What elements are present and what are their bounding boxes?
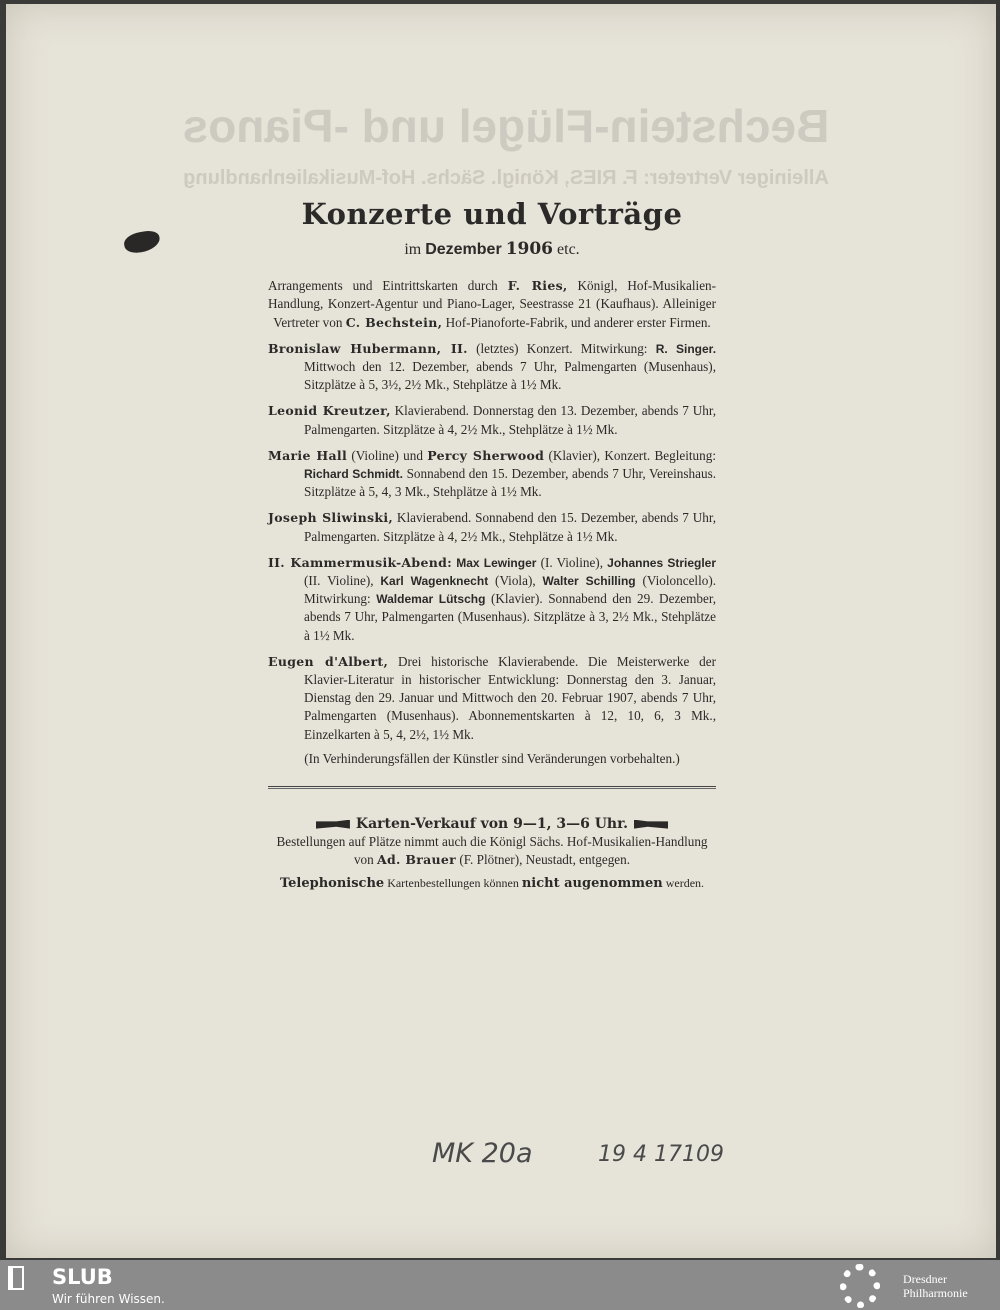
- concert-entry: [268, 653, 716, 744]
- phil-line1: Dresdner: [903, 1272, 947, 1286]
- intro-ries: F. Ries,: [507, 278, 568, 294]
- ghost-sub: Alleiniger Vertreter: F. RIES, Königl. Sächs. Hof-Musikalienhandlung: [183, 167, 829, 189]
- performer-name: Max Lewinger: [456, 555, 537, 570]
- subtitle: [268, 240, 716, 259]
- artist-name: Eugen d'Albert,: [268, 653, 389, 669]
- ticket-hours: [268, 815, 716, 833]
- subtitle-post: etc.: [557, 241, 580, 258]
- disclaimer-note: (In Verhinderungsfällen der Künstler sind Veränderungen vorbehalten.): [304, 750, 680, 766]
- performer-name: R. Singer.: [655, 341, 717, 356]
- program-content: [268, 196, 716, 893]
- handwritten-number: 19 4 17109: [598, 1142, 724, 1167]
- slub-logo-icon: [8, 1266, 24, 1290]
- artist-name: Leonid Kreutzer,: [268, 403, 391, 419]
- ink-stain: [123, 229, 162, 255]
- entry-text: (Violine) und: [351, 447, 423, 463]
- brauer-name: Ad. Brauer: [377, 852, 457, 868]
- intro-bechstein: C. Bechstein,: [345, 314, 443, 330]
- concert-entry: [268, 340, 716, 395]
- entry-text: Drei historische Klavierabende. Die Meisterwerke der Klavier-Literatur in historischer Entwicklung: Donnerstag den 3. Januar, Dienstag den 29. Januar und Mittwoch den 20. Februar 1907, abends 7 Uhr, Palmengarten (Musenhaus). Abonnementskarten à 12, 10, 6, 3 Mk., Einzelkarten à 5, 4, 2½, 1½ Mk.: [304, 653, 716, 742]
- ghost-heading: Bechstein-Flügel und -Pianos: [182, 100, 830, 152]
- entry-text: Klavierabend. Sonnabend den 15. Dezember, abends 7 Uhr, Palmengarten. Sitzplätze à 4, 2½ Mk., Stehplätze à 1½ Mk.: [304, 510, 716, 544]
- orders-text: Bestellungen auf Plätze nimmt auch die Königl Sächs. Hof-Musikalien-Handlung von: [276, 834, 708, 868]
- entry-text: (letztes) Konzert. Mitwirkung:: [476, 340, 648, 356]
- telephone-notice: [268, 874, 716, 893]
- page-title: Konzerte und Vorträge: [301, 197, 683, 231]
- slub-logo-text[interactable]: SLUB: [52, 1265, 113, 1289]
- concert-entry: [268, 447, 716, 502]
- performer-name: Waldemar Lütschg: [376, 592, 486, 607]
- pointing-hand-icon: [316, 820, 350, 829]
- artist-name: Percy Sherwood: [427, 447, 545, 463]
- artist-name: Bronislaw Hubermann, II.: [268, 340, 468, 356]
- tel-text: werden.: [665, 875, 705, 890]
- orders-paragraph: [268, 833, 716, 869]
- footer-bar: [0, 1260, 1000, 1310]
- entry-text: (Klavier), Konzert. Begleitung:: [548, 447, 717, 463]
- concert-entry: [268, 554, 716, 645]
- handwritten-shelfmark: MK 20a: [432, 1138, 533, 1169]
- intro-text: Königl, Hof-Musikalien-Handlung, Konzert-Agentur und Piano-Lager, Seestrasse 21 (Kaufhaus). Alleiniger Vertreter von: [268, 278, 717, 330]
- entry-text: (Viola),: [495, 573, 536, 589]
- entry-text: (II. Violine),: [304, 573, 374, 589]
- entry-text: (Klavier). Sonnabend den 29. Dezember, abends 7 Uhr, Palmengarten (Musenhaus). Sitzplätze à 3, 2½ Mk., Stehplätze à 1½ Mk.: [304, 591, 717, 643]
- tel-bold: nicht augenommen: [521, 875, 663, 891]
- intro-text: Hof-Pianoforte-Fabrik, und anderer erster Firmen.: [445, 314, 711, 330]
- artist-name: Marie Hall: [268, 447, 347, 463]
- tel-text: Kartenbestellungen können: [387, 875, 519, 890]
- ticket-hours-text: Karten-Verkauf von 9—1, 3—6 Uhr.: [355, 816, 629, 833]
- pointing-hand-icon: [634, 820, 668, 829]
- philharmonie-logo-text[interactable]: [903, 1272, 968, 1300]
- performer-name: Richard Schmidt.: [304, 467, 403, 482]
- entry-text: (I. Violine),: [540, 554, 603, 570]
- orders-text: (F. Plötner), Neustadt, entgegen.: [459, 852, 631, 868]
- subtitle-pre: im: [404, 241, 422, 258]
- intro-paragraph: [268, 277, 716, 332]
- subtitle-month: Dezember: [425, 241, 502, 258]
- concert-entry: [268, 509, 716, 545]
- performer-name: Karl Wagenknecht: [380, 574, 489, 589]
- intro-text: Arrangements und Eintrittskarten durch: [268, 278, 498, 294]
- double-rule-divider: [268, 786, 716, 789]
- performer-name: Johannes Striegler: [607, 555, 717, 570]
- entry-text: Mittwoch den 12. Dezember, abends 7 Uhr, Palmengarten (Musenhaus), Sitzplätze à 5, 3½, 2½ Mk., Stehplätze à 1½ Mk.: [304, 359, 716, 393]
- artist-name: II. Kammermusik-Abend:: [268, 554, 453, 570]
- entry-text: Klavierabend. Donnerstag den 13. Dezember, abends 7 Uhr, Palmengarten. Sitzplätze à 4, 2½ Mk., Stehplätze à 1½ Mk.: [304, 403, 716, 437]
- subtitle-year: 1906: [505, 239, 554, 259]
- entry-text: Sonnabend den 15. Dezember, abends 7 Uhr, Vereinshaus. Sitzplätze à 5, 4, 3 Mk., Stehplätze à 1½ Mk.: [304, 466, 717, 500]
- entry-text: (Violoncello). Mitwirkung:: [304, 573, 717, 607]
- performer-name: Walter Schilling: [542, 574, 636, 589]
- phil-line2: Philharmonie: [903, 1286, 968, 1300]
- concert-entry: [268, 402, 716, 438]
- show-through-text: [156, 99, 856, 190]
- slub-tagline: Wir führen Wissen.: [52, 1292, 165, 1306]
- tel-bold: Telephonische: [279, 875, 385, 891]
- artist-name: Joseph Sliwinski,: [268, 510, 394, 526]
- philharmonie-logo-icon: [840, 1264, 880, 1308]
